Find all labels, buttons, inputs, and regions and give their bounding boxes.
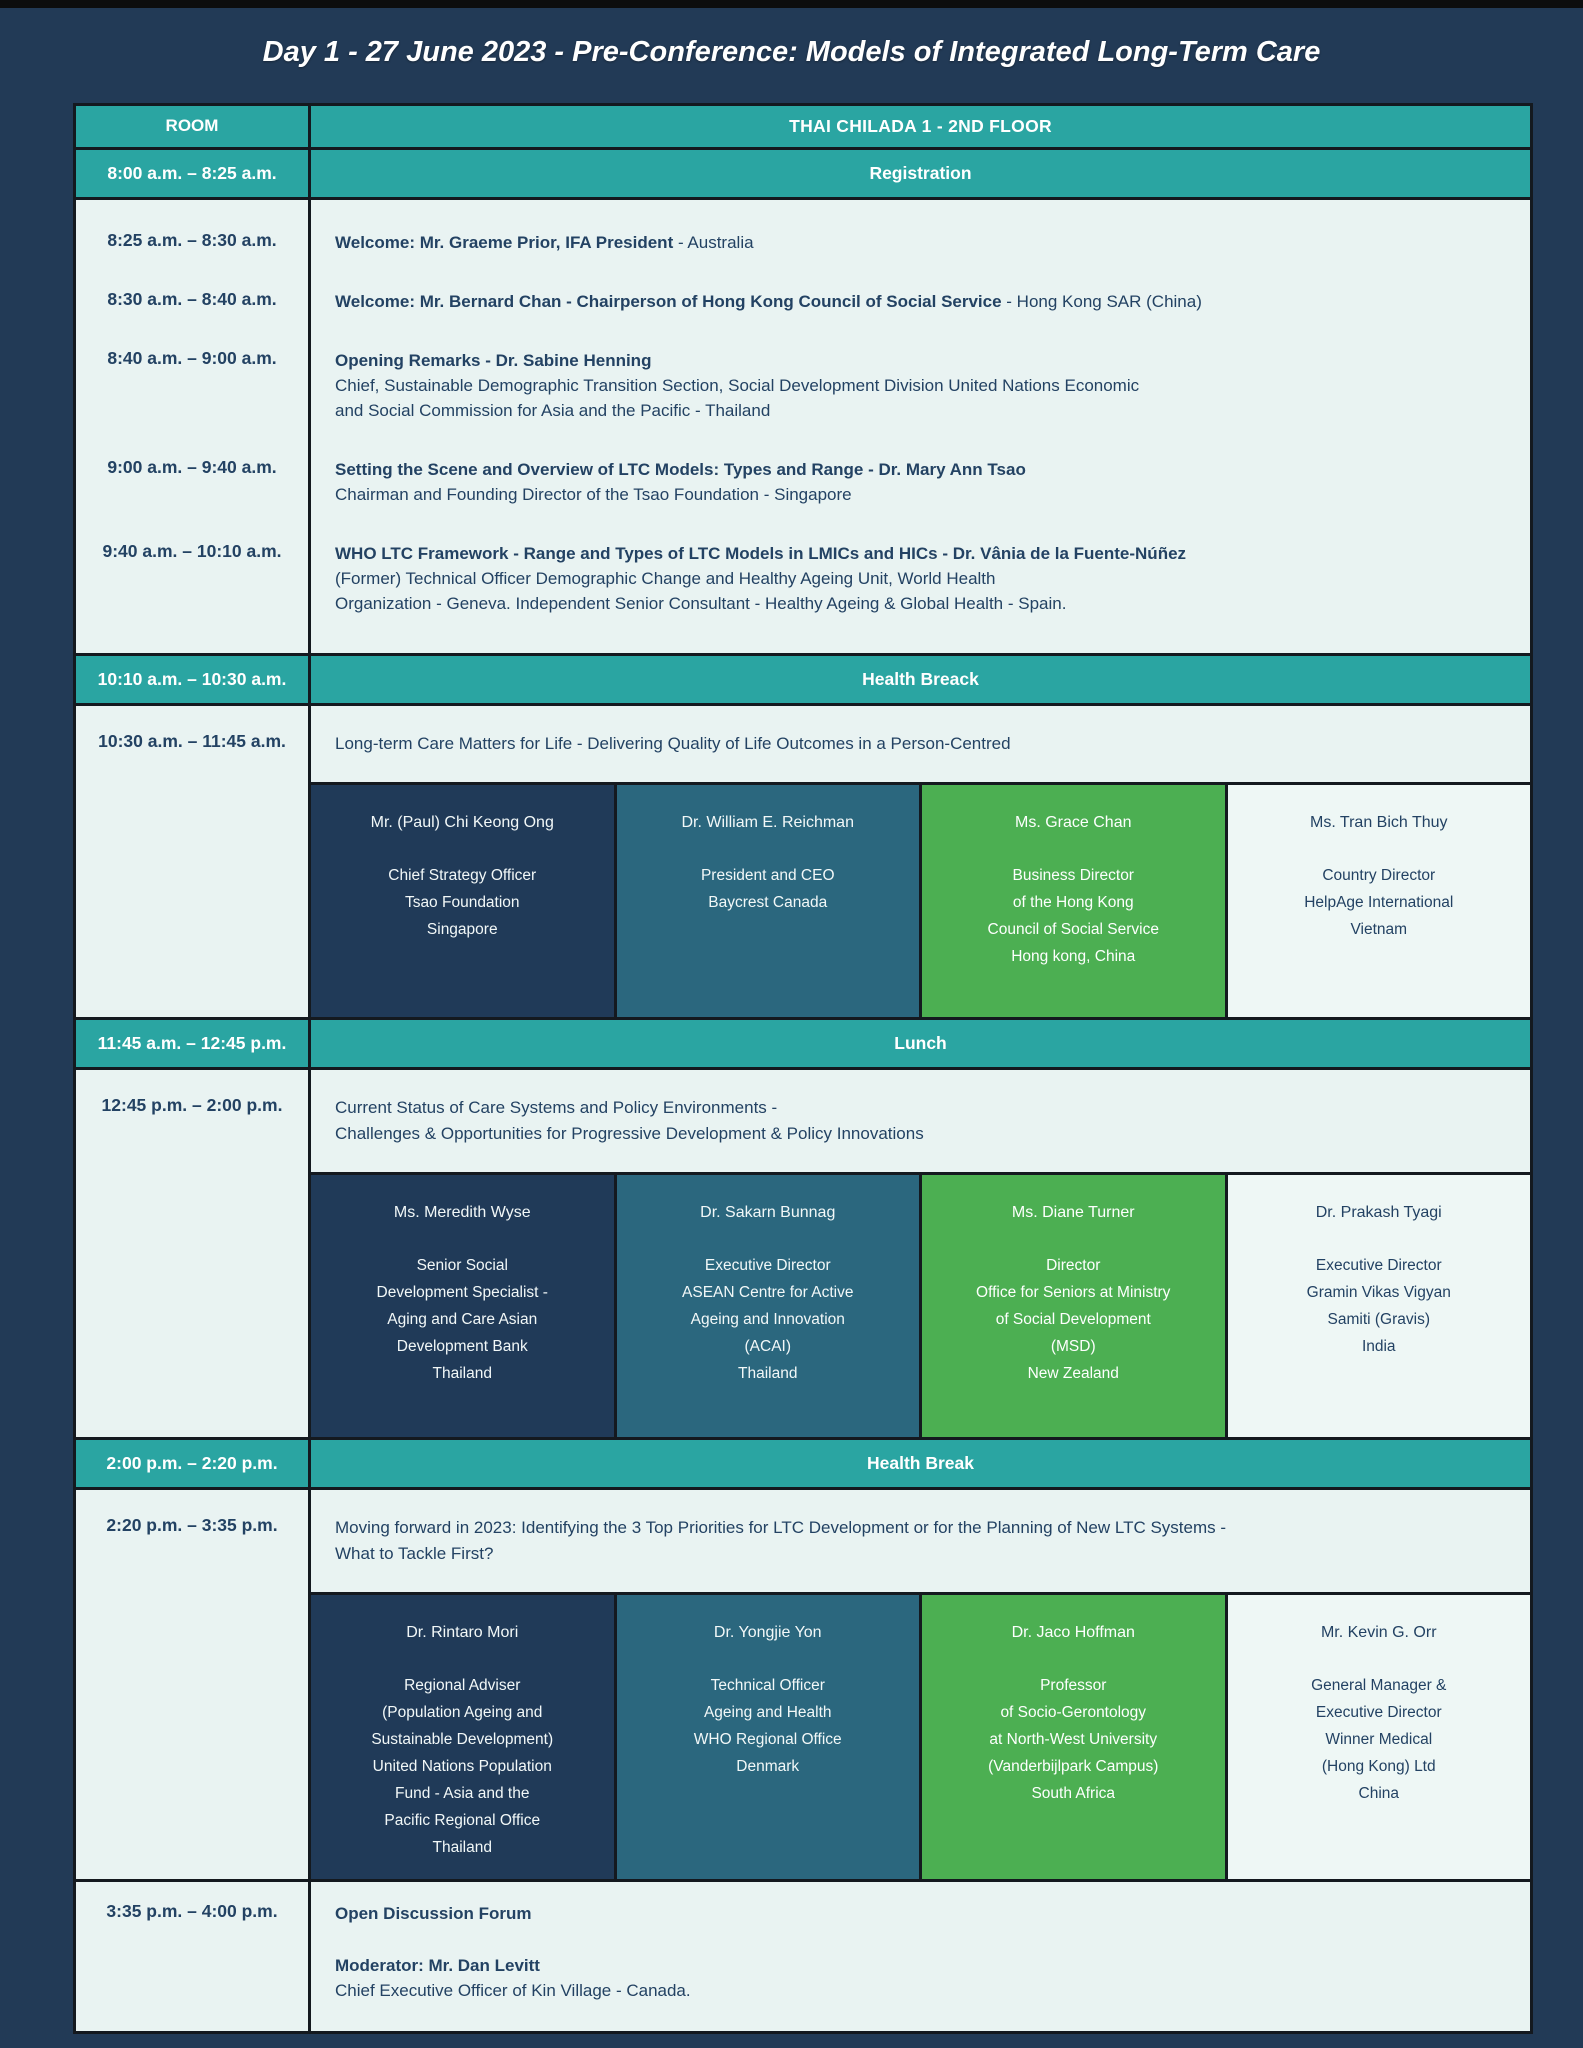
speaker-name: Dr. Sakarn Bunnag xyxy=(700,1204,836,1221)
text-line: and Social Commission for Asia and the Pacific - Thailand xyxy=(335,401,771,420)
speaker-name: Dr. William E. Reichman xyxy=(681,814,854,831)
session-title xyxy=(311,706,1530,782)
item-title xyxy=(335,457,1506,482)
item-content xyxy=(311,524,1530,653)
item-title xyxy=(335,348,1506,373)
morning-agenda-block xyxy=(76,197,1530,653)
schedule-table xyxy=(73,103,1533,2034)
speaker-name: Mr. Kevin G. Orr xyxy=(1320,1624,1437,1641)
speaker-cards xyxy=(311,1592,1530,1879)
text-line: Challenges & Opportunities for Progressive Development & Policy Innovations xyxy=(335,1124,924,1143)
page-title: Day 1 - 27 June 2023 - Pre-Conference: Models of Integrated Long-Term Care xyxy=(262,36,1321,68)
text-line: Organization - Geneva. Independent Senior Consultant - Healthy Ageing & Global Health - Spain. xyxy=(335,594,1067,613)
item-title xyxy=(335,230,1506,255)
band-registration xyxy=(76,147,1530,197)
text-line: of Socio-Gerontology xyxy=(1000,1704,1147,1721)
item-details xyxy=(335,482,1506,507)
speaker-name: Ms. Tran Bich Thuy xyxy=(1309,814,1448,831)
text-line: Development Specialist - xyxy=(376,1284,548,1301)
text-line: Ageing and Innovation xyxy=(690,1311,845,1328)
text-line: WHO Regional Office xyxy=(693,1731,842,1748)
band-label: Lunch xyxy=(311,1020,1530,1067)
speaker-card xyxy=(311,785,614,1017)
text-line: Professor xyxy=(1040,1677,1107,1694)
speaker-name: Ms. Diane Turner xyxy=(1011,1204,1135,1221)
session-title xyxy=(311,1490,1530,1592)
text-line: Samiti (Gravis) xyxy=(1327,1311,1430,1328)
text-line: Executive Director xyxy=(704,1257,831,1274)
item-title-rest: - Hong Kong SAR (China) xyxy=(1001,292,1202,311)
text-line: Ageing and Health xyxy=(703,1704,832,1721)
session-row xyxy=(76,1067,1530,1437)
speaker-cards xyxy=(311,782,1530,1017)
closing-moderator xyxy=(335,1953,1506,2003)
session-row xyxy=(76,1487,1530,1879)
speaker-card xyxy=(1228,785,1531,1017)
speaker-details xyxy=(1242,862,1517,943)
speaker-name: Dr. Jaco Hoffman xyxy=(1011,1624,1135,1641)
text-line: Long-term Care Matters for Life - Delivering Quality of Life Outcomes in a Person-Centred xyxy=(335,734,1011,753)
item-time: 8:40 a.m. – 9:00 a.m. xyxy=(76,331,311,440)
item-time: 8:30 a.m. – 8:40 a.m. xyxy=(76,272,311,331)
item-title-bold: Setting the Scene and Overview of LTC Models: Types and Range - Dr. Mary Ann Tsao xyxy=(335,460,1026,479)
item-title-bold: Welcome: Mr. Bernard Chan - Chairperson of Hong Kong Council of Social Service xyxy=(335,292,1002,311)
speaker-details xyxy=(631,1672,906,1780)
item-time: 9:40 a.m. – 10:10 a.m. xyxy=(76,524,311,653)
text-line: (MSD) xyxy=(1050,1338,1096,1355)
text-line: Business Director xyxy=(1012,867,1134,884)
item-time: 9:00 a.m. – 9:40 a.m. xyxy=(76,440,311,524)
band-label: Registration xyxy=(311,150,1530,197)
text-line: Pacific Regional Office xyxy=(384,1812,541,1829)
text-line: Tsao Foundation xyxy=(404,894,520,911)
speaker-card xyxy=(617,785,920,1017)
item-title-bold: Opening Remarks - Dr. Sabine Henning xyxy=(335,351,652,370)
session-time: 10:30 a.m. – 11:45 a.m. xyxy=(76,706,311,1017)
band-health-break-1 xyxy=(76,653,1530,703)
text-line: United Nations Population xyxy=(372,1758,552,1775)
speaker-card xyxy=(617,1175,920,1437)
agenda-item xyxy=(76,524,1530,653)
text-line: Executive Director xyxy=(1315,1704,1442,1721)
text-line: Senior Social xyxy=(416,1257,508,1274)
text-line: Council of Social Service xyxy=(987,921,1159,938)
speaker-name: Dr. Yongjie Yon xyxy=(713,1624,822,1641)
closing-row xyxy=(76,1879,1530,2031)
speaker-details xyxy=(325,1252,600,1387)
band-label: Health Breack xyxy=(311,656,1530,703)
text-line: Country Director xyxy=(1322,867,1436,884)
item-content xyxy=(311,200,1530,272)
session-row xyxy=(76,703,1530,1017)
session-content xyxy=(311,1490,1530,1879)
speaker-details xyxy=(1242,1252,1517,1360)
item-details xyxy=(335,373,1506,423)
band-time: 10:10 a.m. – 10:30 a.m. xyxy=(76,656,311,703)
moderator-name: Moderator: Mr. Dan Levitt xyxy=(335,1956,540,1975)
text-line: Development Bank xyxy=(396,1338,528,1355)
speaker-details xyxy=(1242,1672,1517,1807)
text-line: President and CEO xyxy=(700,867,835,884)
speaker-card xyxy=(617,1595,920,1879)
text-line: Gramin Vikas Vigyan xyxy=(1306,1284,1451,1301)
speaker-name: Ms. Meredith Wyse xyxy=(393,1204,531,1221)
band-time: 2:00 p.m. – 2:20 p.m. xyxy=(76,1440,311,1487)
item-title-bold: Welcome: Mr. Graeme Prior, IFA President xyxy=(335,233,674,252)
text-line: Moving forward in 2023: Identifying the 3 Top Priorities for LTC Development or for the Planning of New LTC Systems - xyxy=(335,1518,1227,1537)
speaker-name: Dr. Rintaro Mori xyxy=(406,1624,519,1641)
text-line: Current Status of Care Systems and Policy Environments - xyxy=(335,1098,778,1117)
item-time: 8:25 a.m. – 8:30 a.m. xyxy=(76,200,311,272)
text-line: Regional Adviser xyxy=(404,1677,521,1694)
text-line: Baycrest Canada xyxy=(708,894,828,911)
band-lunch xyxy=(76,1017,1530,1067)
text-line: General Manager & xyxy=(1311,1677,1447,1694)
text-line: China xyxy=(1358,1785,1399,1802)
item-title xyxy=(335,289,1506,314)
agenda-item xyxy=(76,331,1530,440)
text-line: at North-West University xyxy=(989,1731,1158,1748)
speaker-details xyxy=(631,862,906,916)
band-time: 11:45 a.m. – 12:45 p.m. xyxy=(76,1020,311,1067)
text-line: Fund - Asia and the xyxy=(395,1785,530,1802)
text-line: HelpAge International xyxy=(1304,894,1454,911)
item-title xyxy=(335,541,1506,566)
session-content xyxy=(311,706,1530,1017)
text-line: Winner Medical xyxy=(1325,1731,1433,1748)
text-line: New Zealand xyxy=(1027,1365,1119,1382)
speaker-card xyxy=(922,785,1225,1017)
text-line: Sustainable Development) xyxy=(371,1731,554,1748)
item-title-rest: - Australia xyxy=(673,233,754,252)
text-line: of the Hong Kong xyxy=(1012,894,1134,911)
item-content xyxy=(311,331,1530,440)
agenda-item xyxy=(76,200,1530,272)
session-time: 2:20 p.m. – 3:35 p.m. xyxy=(76,1490,311,1879)
text-line: Chairman and Founding Director of the Tsao Foundation - Singapore xyxy=(335,485,852,504)
text-line: Aging and Care Asian xyxy=(387,1311,538,1328)
item-details xyxy=(335,566,1506,616)
text-line: India xyxy=(1361,1338,1396,1355)
closing-content xyxy=(311,1882,1530,2031)
text-line: Chief, Sustainable Demographic Transition Section, Social Development Division United Nations Economic xyxy=(335,376,1140,395)
speaker-cards xyxy=(311,1172,1530,1437)
session-time: 12:45 p.m. – 2:00 p.m. xyxy=(76,1070,311,1437)
item-content xyxy=(311,272,1530,331)
band-health-break-2 xyxy=(76,1437,1530,1487)
text-line: Singapore xyxy=(426,921,498,938)
text-line: (Vanderbijlpark Campus) xyxy=(988,1758,1159,1775)
text-line: Thailand xyxy=(432,1365,492,1382)
band-label: Health Break xyxy=(311,1440,1530,1487)
table-header-row xyxy=(76,106,1530,147)
agenda-item xyxy=(76,440,1530,524)
text-line: Hong kong, China xyxy=(1011,948,1136,965)
speaker-details xyxy=(936,862,1211,970)
speaker-card xyxy=(1228,1175,1531,1437)
agenda-item xyxy=(76,272,1530,331)
text-line: Thailand xyxy=(738,1365,798,1382)
text-line: (Population Ageing and xyxy=(382,1704,543,1721)
text-line: What to Tackle First? xyxy=(335,1544,494,1563)
text-line: Denmark xyxy=(736,1758,800,1775)
room-column-header: ROOM xyxy=(76,106,311,147)
speaker-card xyxy=(1228,1595,1531,1879)
speaker-details xyxy=(631,1252,906,1387)
speaker-name: Dr. Prakash Tyagi xyxy=(1315,1204,1442,1221)
text-line: Director xyxy=(1046,1257,1101,1274)
session-content xyxy=(311,1070,1530,1437)
band-time: 8:00 a.m. – 8:25 a.m. xyxy=(76,150,311,197)
text-line: (ACAI) xyxy=(744,1338,791,1355)
closing-title: Open Discussion Forum xyxy=(335,1904,532,1923)
text-line: Office for Seniors at Ministry xyxy=(976,1284,1171,1301)
speaker-card xyxy=(922,1175,1225,1437)
closing-time: 3:35 p.m. – 4:00 p.m. xyxy=(76,1882,311,2031)
session-title xyxy=(311,1070,1530,1172)
speaker-name: Ms. Grace Chan xyxy=(1015,814,1132,831)
text-line: South Africa xyxy=(1031,1785,1116,1802)
item-content xyxy=(311,440,1530,524)
speaker-details xyxy=(936,1252,1211,1387)
speaker-card xyxy=(311,1595,614,1879)
top-black-bar xyxy=(0,0,1583,8)
text-line: of Social Development xyxy=(995,1311,1151,1328)
moderator-detail: Chief Executive Officer of Kin Village - Canada. xyxy=(335,1981,691,2000)
speaker-details xyxy=(325,1672,600,1861)
text-line: Executive Director xyxy=(1315,1257,1442,1274)
speaker-details xyxy=(936,1672,1211,1807)
venue-column-header: THAI CHILADA 1 - 2ND FLOOR xyxy=(311,106,1530,147)
text-line: Vietnam xyxy=(1350,921,1408,938)
text-line: Technical Officer xyxy=(710,1677,825,1694)
text-line: (Former) Technical Officer Demographic Change and Healthy Ageing Unit, World Health xyxy=(335,569,996,588)
text-line: Thailand xyxy=(432,1839,492,1856)
item-title-bold: WHO LTC Framework - Range and Types of LTC Models in LMICs and HICs - Dr. Vânia de la Fuente-Núñez xyxy=(335,544,1187,563)
text-line: ASEAN Centre for Active xyxy=(682,1284,854,1301)
speaker-name: Mr. (Paul) Chi Keong Ong xyxy=(370,814,554,831)
speaker-card xyxy=(311,1175,614,1437)
text-line: (Hong Kong) Ltd xyxy=(1321,1758,1436,1775)
speaker-details xyxy=(325,862,600,943)
text-line: Chief Strategy Officer xyxy=(388,867,537,884)
speaker-card xyxy=(922,1595,1225,1879)
